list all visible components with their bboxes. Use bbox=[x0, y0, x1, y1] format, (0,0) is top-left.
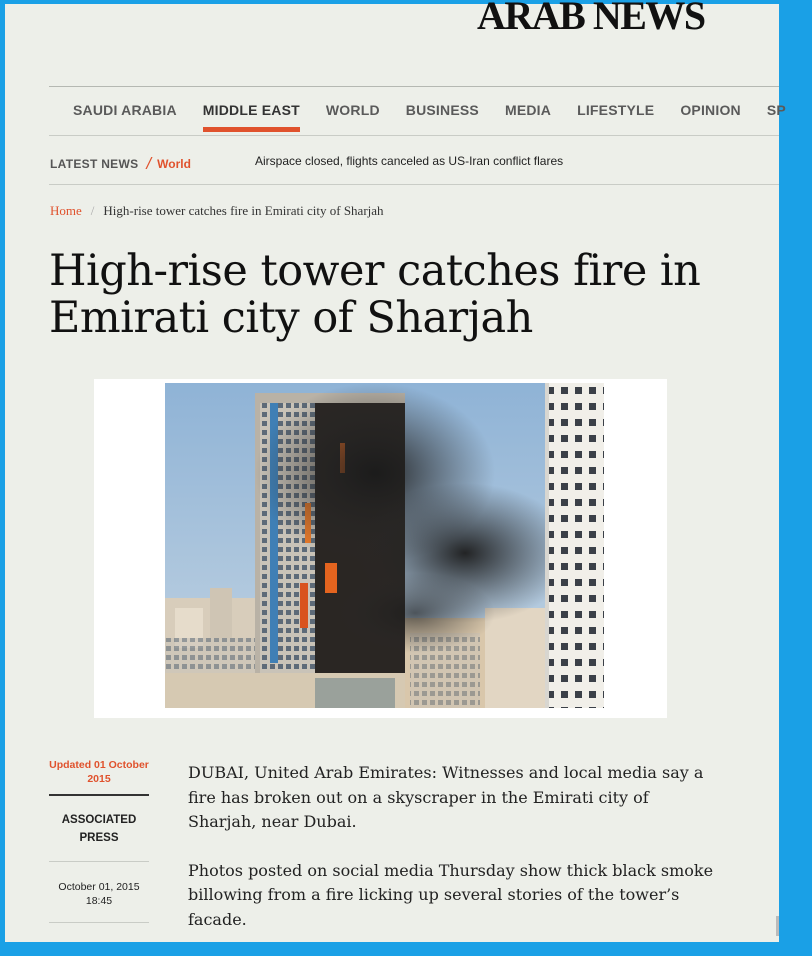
ticker-headline-link[interactable]: Airspace closed, flights canceled as US-Iran conflict flares bbox=[255, 154, 564, 168]
main-nav bbox=[73, 102, 812, 130]
article-image-frame bbox=[94, 379, 667, 718]
article-photo[interactable] bbox=[165, 383, 604, 708]
author-name[interactable]: ASSOCIATED PRESS bbox=[61, 814, 137, 844]
nav-item-saudi-arabia[interactable]: SAUDI ARABIA bbox=[73, 102, 177, 118]
article-meta bbox=[49, 758, 149, 923]
breadcrumb-home-link[interactable]: Home bbox=[50, 203, 82, 218]
nav-item-media[interactable]: MEDIA bbox=[504, 102, 552, 118]
ticker-separator: / bbox=[146, 154, 152, 173]
latest-news-label: LATEST NEWS bbox=[50, 157, 139, 171]
nav-item-world[interactable]: WORLD bbox=[325, 102, 380, 118]
article-paragraph: Photos posted on social media Thursday show thick black smoke billowing from a fire licking up several stories of the tower’s facade. bbox=[188, 860, 714, 929]
nav-item-sport[interactable]: SP bbox=[766, 102, 786, 118]
divider bbox=[49, 922, 149, 923]
breadcrumb bbox=[50, 203, 384, 219]
divider bbox=[49, 794, 149, 796]
page-title: High-rise tower catches fire in Emirati city of Sharjah bbox=[49, 246, 701, 343]
nav-item-opinion[interactable]: OPINION bbox=[680, 102, 741, 118]
article-paragraph: DUBAI, United Arab Emirates: Witnesses and local media say a fire has broken out on a skyscraper in the Emirati city of Sharjah, near Dubai. bbox=[188, 763, 704, 831]
divider bbox=[49, 861, 149, 862]
nav-item-business[interactable]: BUSINESS bbox=[405, 102, 479, 118]
breadcrumb-current: High-rise tower catches fire in Emirati city of Sharjah bbox=[103, 203, 384, 218]
article-body bbox=[188, 761, 718, 956]
latest-news-ticker bbox=[50, 153, 191, 173]
nav-item-middle-east[interactable]: MIDDLE EAST bbox=[203, 102, 300, 130]
divider bbox=[49, 135, 779, 136]
divider bbox=[49, 184, 779, 185]
updated-date: Updated 01 October 2015 bbox=[49, 759, 149, 785]
site-logo[interactable]: ARAB NEWS bbox=[477, 0, 705, 38]
publish-date: October 01, 2015 18:45 bbox=[58, 881, 140, 907]
article-page bbox=[5, 0, 786, 942]
scrollbar[interactable] bbox=[776, 916, 779, 936]
ticker-category-link[interactable]: World bbox=[157, 157, 191, 171]
divider bbox=[49, 86, 779, 87]
nav-item-lifestyle[interactable]: LIFESTYLE bbox=[577, 102, 655, 118]
breadcrumb-separator: / bbox=[90, 203, 95, 218]
